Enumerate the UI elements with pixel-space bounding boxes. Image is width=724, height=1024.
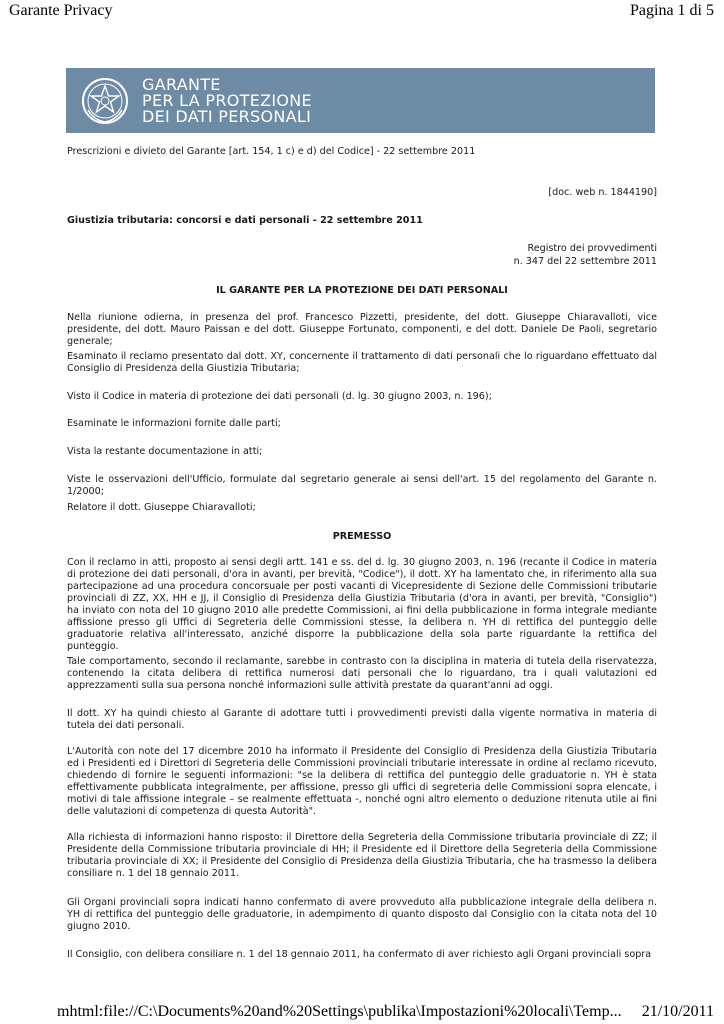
paragraph-intro: Nella riunione odierna, in presenza del prof. Francesco Pizzetti, presidente, del dott. Giuseppe Chiaravalloti, vice presidente, del dott. Mauro Paissan e del dott. Giuseppe Fortunato, componenti, e del dott. Daniele De Paoli, segretario generale;	[67, 312, 657, 347]
paragraph-consiglio: Il Consiglio, con delibera consiliare n. 1 del 18 gennaio 2011, ha confermato di aver richiesto agli Organi provinciali sopra	[67, 949, 652, 960]
banner-line: DEI DATI PERSONALI	[142, 107, 312, 126]
italian-republic-emblem-icon	[80, 76, 130, 126]
paragraph-richiesta-garante: Il dott. XY ha quindi chiesto al Garante di adottare tutti i provvedimenti previsti dalla vigente normativa in materia di tutela dei dati personali.	[67, 708, 657, 731]
print-footer-url: mhtml:file://C:\Documents%20and%20Settings\publika\Impostazioni%20locali\Temp...	[57, 1003, 622, 1020]
banner-line: GARANTE	[142, 75, 221, 94]
paragraph-visto: Visto il Codice in materia di protezione dei dati personali (d. lg. 30 giugno 2003, n. 196);	[67, 391, 492, 402]
banner-line: PER LA PROTEZIONE	[142, 91, 312, 110]
paragraph-comportamento: Tale comportamento, secondo il reclamante, sarebbe in contrasto con la disciplina in materia di tutela della riservatezza, contenendo la citata delibera di rettifica numerosi dati personali che lo riguardano, tra i quali valutazioni ed apprezzamenti sulla sua persona nonché informazioni sulle attività prestate da quarant'anni ad oggi.	[67, 656, 657, 691]
paragraph-organi-provinciali: Gli Organi provinciali sopra indicati hanno confermato di avere provveduto alla pubblicazione integrale della delibera n. YH di rettifica del punteggio delle graduatorie, in adempimento di quanto disposto dal Consiglio con la citata nota del 10 giugno 2010.	[67, 897, 657, 932]
print-footer-date: 21/10/2011	[641, 1003, 714, 1020]
paragraph-reclamo: Con il reclamo in atti, proposto ai sensi degli artt. 141 e ss. del d. lg. 30 giugno 2003, n. 196 (recante il Codice in materia di protezione dei dati personali, d'ora in avanti, per brevità, "Codice"), il dott. XY ha lamentato che, in riferimento alla sua partecipazione ad una procedura concorsuale per posti vacanti di Vicepresidente di Sezione delle Commissioni tributarie provinciali di ZZ, XX, HH e JJ, il Consiglio di Presidenza della Giustizia Tributaria (d'ora in avanti, per brevità, "Consiglio") ha inviato con nota del 10 giugno 2010 alle predette Commissioni, ai fini della pubblicazione in forma integrale mediante affissione presso gli Uffici di Segreteria delle Commissioni stesse, la delibera n. YH di rettifica del punteggio delle graduatorie relativa all'interessato, anziché disporre la pubblicazione della sola parte riguardante la rettifica del punteggio.	[67, 557, 657, 652]
paragraph-autorita: L'Autorità con note del 17 dicembre 2010 ha informato il Presidente del Consiglio di Presidenza della Giustizia Tributaria ed i Presidenti ed i Direttori di Segreteria delle Commissioni provinciali tributarie interessate in ordine al reclamo ricevuto, chiedendo di fornire le seguenti informazioni: "se la delibera di rettifica del punteggio delle graduatorie n. YH è stata effettivamente pubblicata integralmente, per affissione, presso gli uffici di segreteria delle Commissioni sopra elencate, i motivi di tale affissione integrale – se realmente effettuata -, nonché ogni altro elemento o deduzione ritenuta utile ai fini delle valutazioni di competenza di questa Autorità".	[67, 746, 657, 817]
print-header-page: Pagina 1 di 5	[630, 2, 714, 19]
doc-web-number: [doc. web n. 1844190]	[548, 187, 657, 198]
doc-subtitle: Prescrizioni e divieto del Garante [art. 154, 1 c) e d) del Codice] - 22 settembre 2011	[67, 146, 476, 157]
paragraph-relatore: Relatore il dott. Giuseppe Chiaravalloti;	[67, 502, 256, 513]
registry-line-1: Registro dei provvedimenti	[527, 243, 657, 254]
print-header-title: Garante Privacy	[9, 2, 113, 19]
garante-banner	[66, 68, 655, 133]
paragraph-osservazioni: Viste le osservazioni dell'Ufficio, formulate dal segretario generale ai sensi dell'art. 15 del regolamento del Garante n. 1/2000;	[67, 474, 657, 497]
paragraph-informazioni: Esaminate le informazioni fornite dalle parti;	[67, 418, 281, 429]
paragraph-esaminato: Esaminato il reclamo presentato dal dott. XY, concernente il trattamento di dati personali che lo riguardano effettuato dal Consiglio di Presidenza della Giustizia Tributaria;	[67, 351, 657, 374]
paragraph-documentazione: Vista la restante documentazione in atti;	[67, 446, 263, 457]
registry-line-2: n. 347 del 22 settembre 2011	[513, 256, 657, 267]
paragraph-risposte: Alla richiesta di informazioni hanno risposto: il Direttore della Segreteria della Commissione tributaria provinciale di ZZ; il Presidente della Commissione tributaria provinciale di HH; il Presidente ed il Direttore della Segreteria della Commissione tributaria provinciale di XX; il Presidente del Consiglio di Presidenza della Giustizia Tributaria, che ha trasmesso la delibera consiliare n. 1 del 18 gennaio 2011.	[67, 832, 657, 879]
authority-title: IL GARANTE PER LA PROTEZIONE DEI DATI PERSONALI	[216, 285, 508, 296]
doc-heading: Giustizia tributaria: concorsi e dati personali - 22 settembre 2011	[67, 215, 423, 226]
banner-title	[142, 77, 312, 125]
premesso-heading: PREMESSO	[332, 531, 392, 542]
